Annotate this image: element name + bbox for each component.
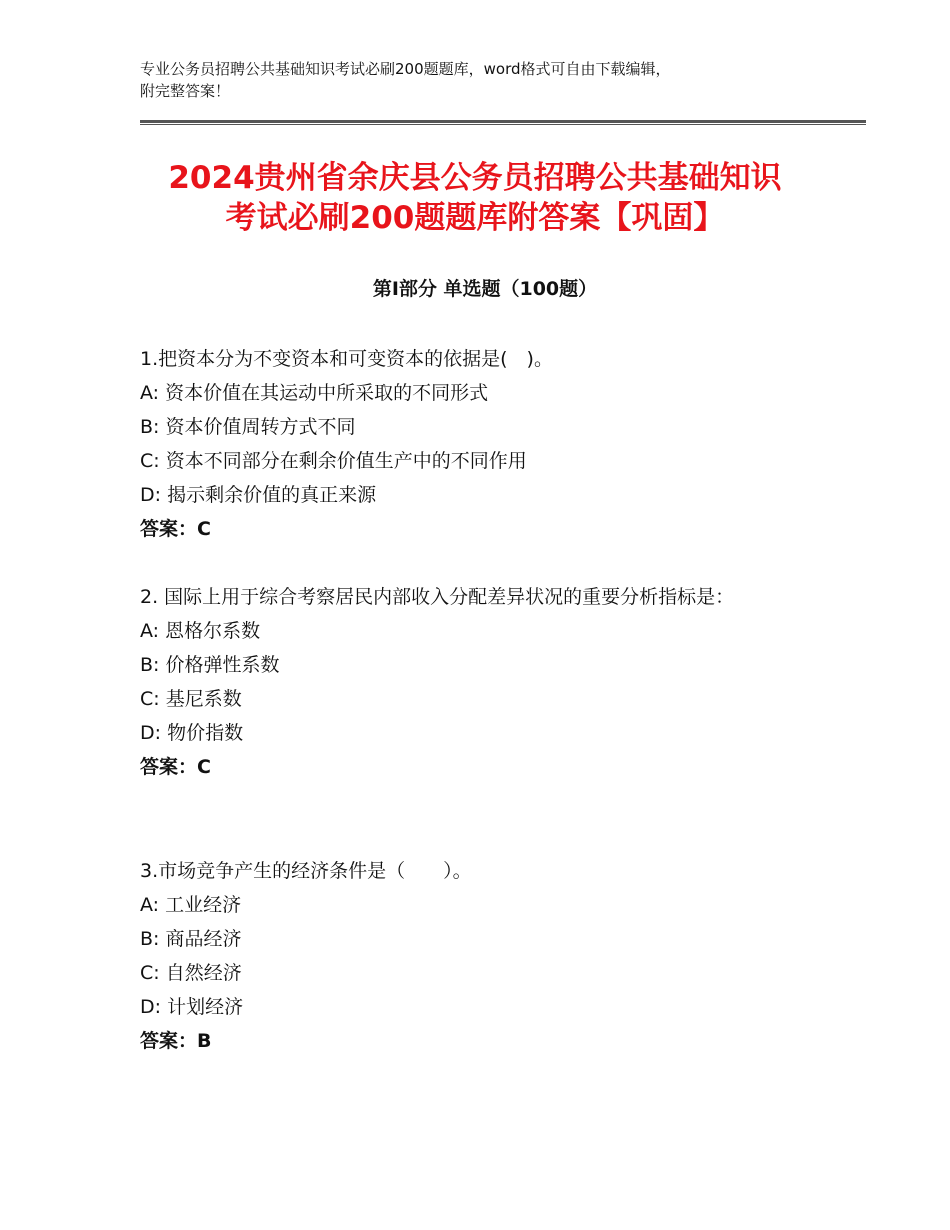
header-note [140,58,830,102]
question-1 [140,342,800,546]
answer: 答案：C [140,756,211,778]
option-a: A: 恩格尔系数 [140,620,261,642]
option-d: D: 揭示剩余价值的真正来源 [140,484,377,506]
document-title-line-1: 2024贵州省余庆县公务员招聘公共基础知识 [168,160,782,196]
option-c: C: 自然经济 [140,962,242,984]
option-d: D: 物价指数 [140,722,244,744]
question-3 [140,854,800,1058]
question-2 [140,580,800,784]
document-title-line-2: 考试必刷200题题库附答案【巩固】 [225,200,725,236]
answer: 答案：C [140,518,211,540]
option-b: B: 商品经济 [140,928,242,950]
answer: 答案：B [140,1030,212,1052]
section-heading: 第Ⅰ部分 单选题（100题） [372,278,598,300]
document-title [120,158,830,238]
header-note-line-1: 专业公务员招聘公共基础知识考试必刷200题题库，word格式可自由下载编辑， [140,60,671,78]
option-a: A: 工业经济 [140,894,242,916]
header-note-line-2: 附完整答案！ [140,82,231,100]
option-c: C: 资本不同部分在剩余价值生产中的不同作用 [140,450,527,472]
option-a: A: 资本价值在其运动中所采取的不同形式 [140,382,489,404]
question-stem: 1.把资本分为不变资本和可变资本的依据是( )。 [140,348,553,370]
option-d: D: 计划经济 [140,996,244,1018]
question-stem: 2. 国际上用于综合考察居民内部收入分配差异状况的重要分析指标是： [140,586,735,608]
question-stem: 3.市场竞争产生的经济条件是（ ）。 [140,860,472,882]
header-divider [140,120,866,125]
option-b: B: 资本价值周转方式不同 [140,416,356,438]
option-c: C: 基尼系数 [140,688,242,710]
option-b: B: 价格弹性系数 [140,654,280,676]
